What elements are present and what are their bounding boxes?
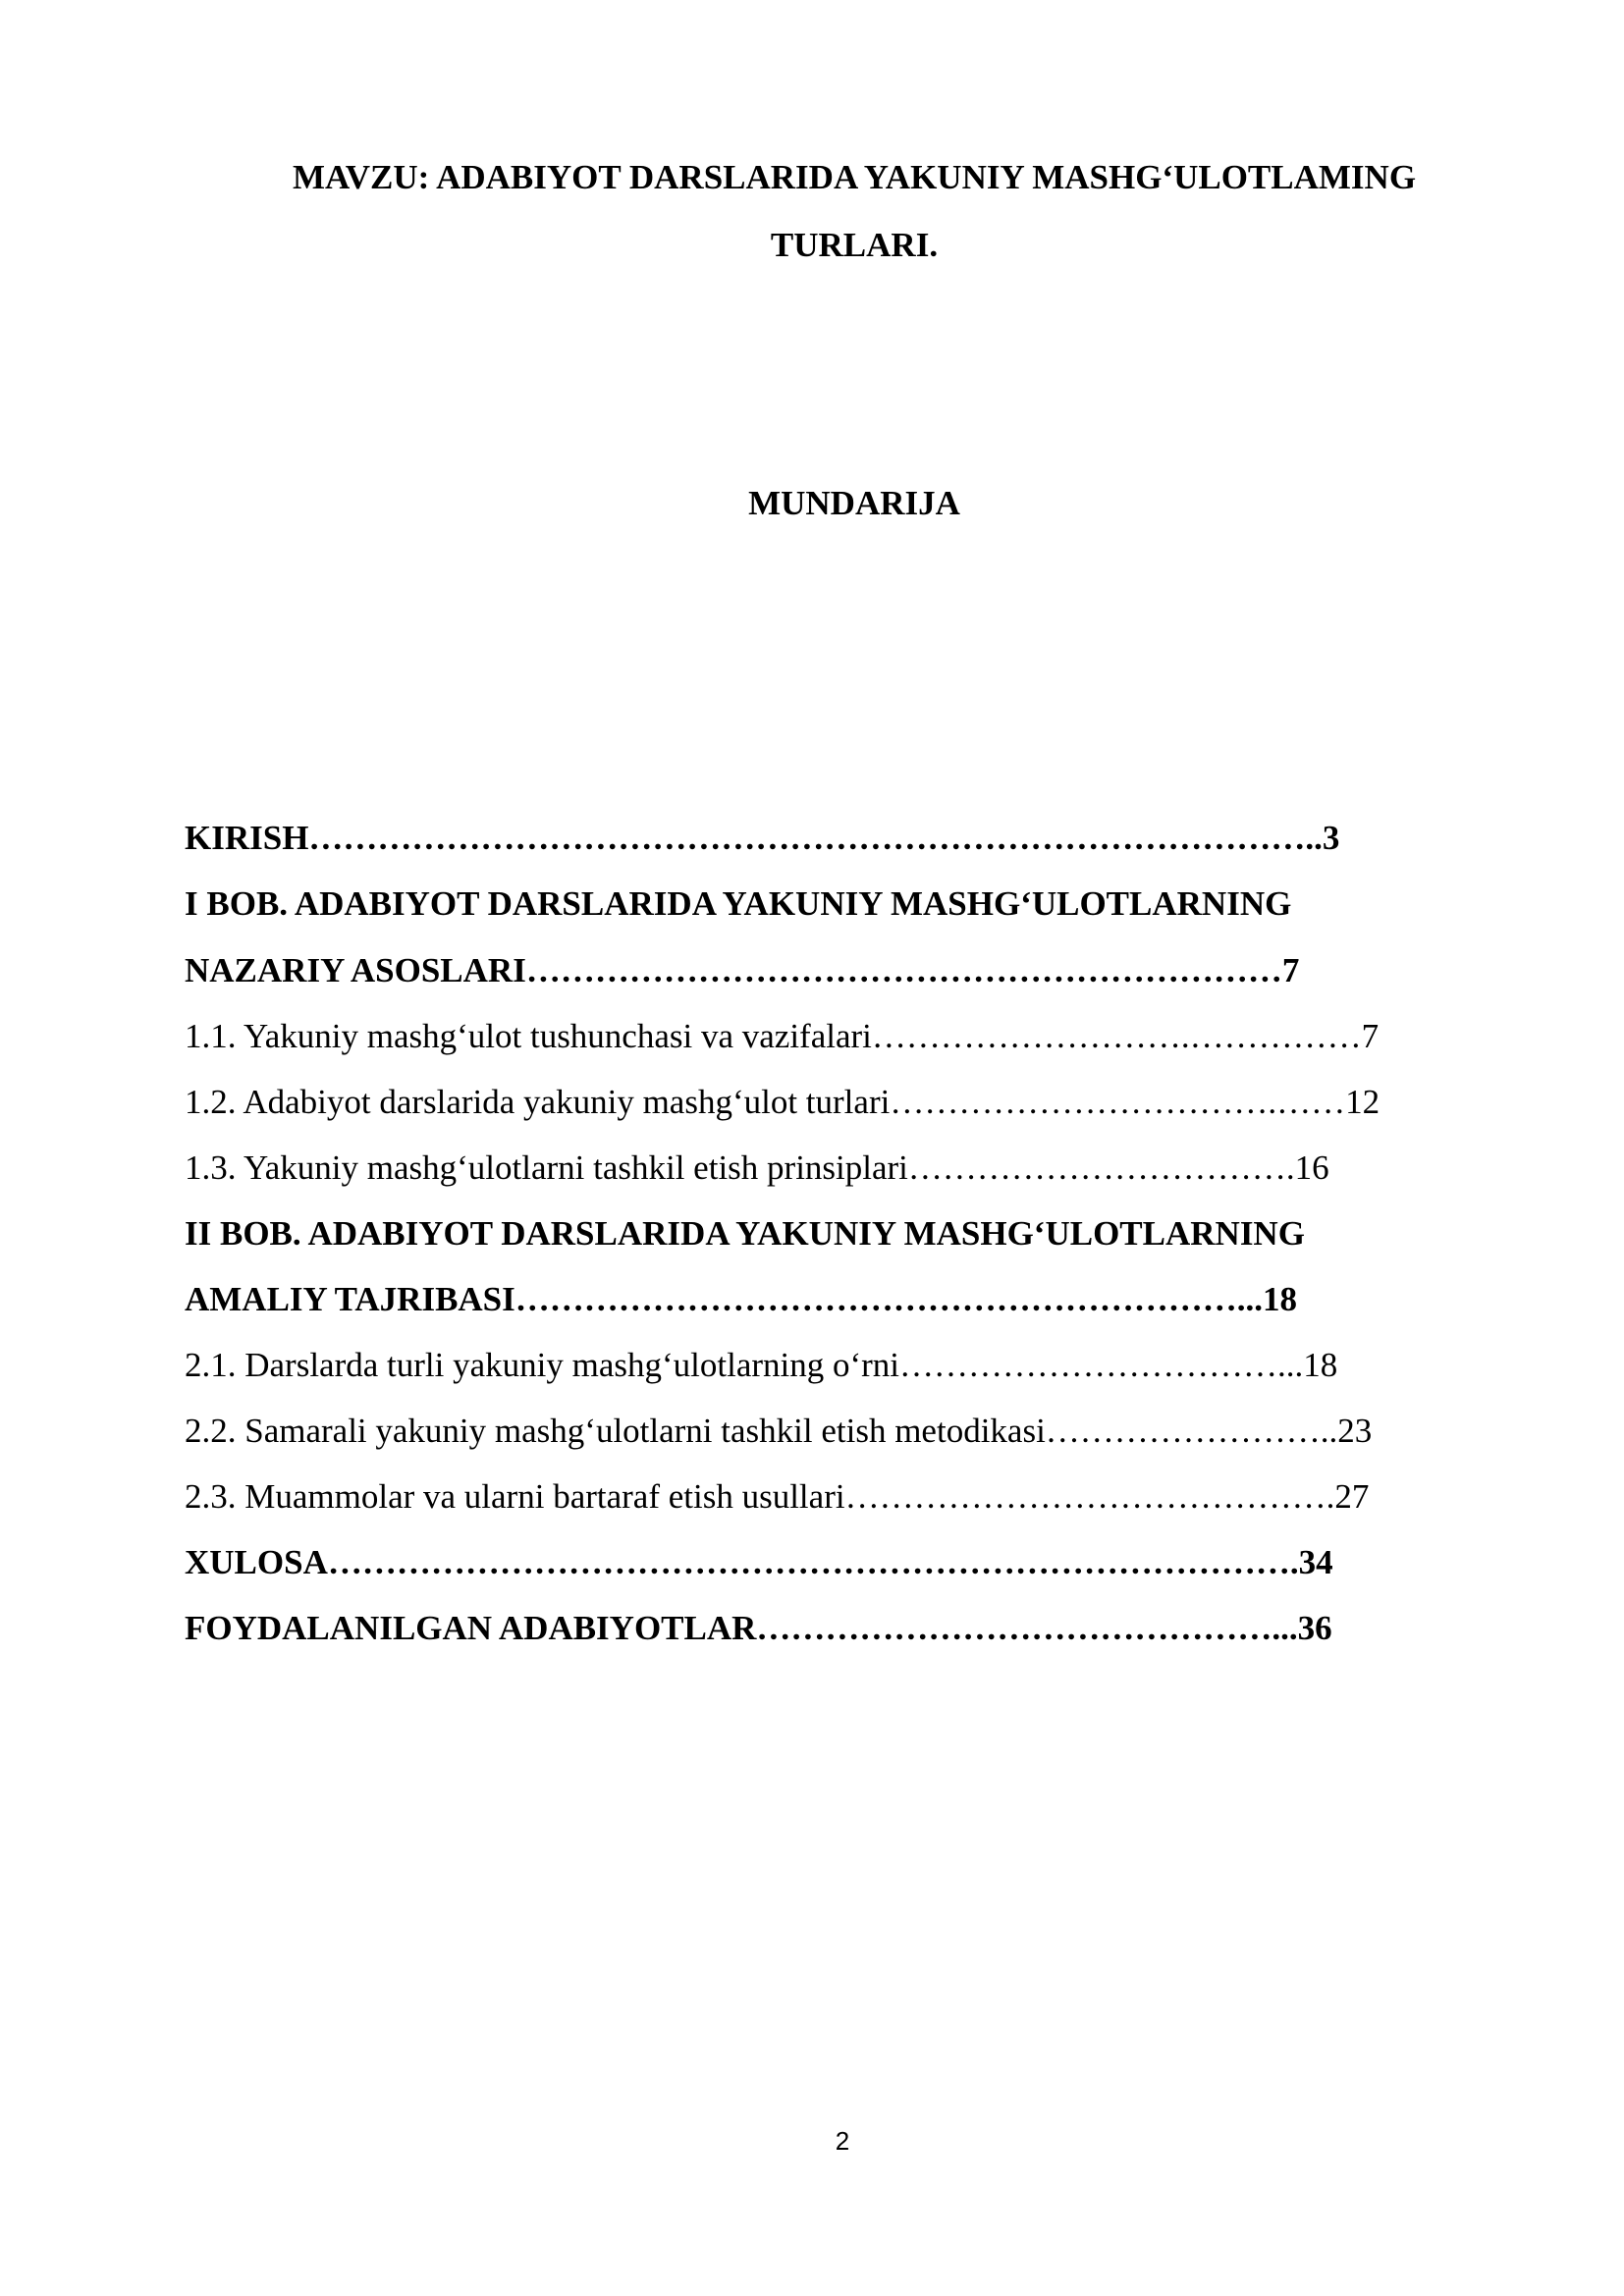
toc-entry-chapter-2-cont: AMALIY TAJRIBASI………………………………………………………...18 — [185, 1280, 1298, 1318]
toc-heading: MUNDARIJA — [748, 484, 960, 522]
topic-title-line-1: MAVZU: ADABIYOT DARSLARIDA YAKUNIY MASHG‘ULOTLAMING — [292, 158, 1417, 196]
toc-entry-1-1: 1.1. Yakuniy mashg‘ulot tushunchasi va vazifalari……………………….……………7 — [185, 1017, 1380, 1055]
toc-entry-1-2: 1.2. Adabiyot darslarida yakuniy mashg‘ulot turlari…………………………….……12 — [185, 1083, 1380, 1121]
page-number: 2 — [835, 2126, 850, 2156]
toc-entry-2-2: 2.2. Samarali yakuniy mashg‘ulotlarni tashkil etish metodikasi……………………..23 — [185, 1412, 1373, 1450]
toc-entry-xulosa: XULOSA………………………………………………………………………….34 — [185, 1543, 1333, 1581]
toc-entry-chapter-2: II BOB. ADABIYOT DARSLARIDA YAKUNIY MASHG‘ULOTLARNING — [185, 1214, 1305, 1253]
topic-title-line-2: TURLARI. — [770, 226, 939, 264]
toc-entry-2-1: 2.1. Darslarda turli yakuniy mashg‘ulotlarning o‘rni……………………………...18 — [185, 1346, 1338, 1384]
toc-entry-chapter-1-cont: NAZARIY ASOSLARI…………………………………………………………7 — [185, 951, 1300, 989]
toc-entry-1-3: 1.3. Yakuniy mashg‘ulotlarni tashkil etish prinsiplari…………………………….16 — [185, 1148, 1329, 1187]
toc-entry-chapter-1: I BOB. ADABIYOT DARSLARIDA YAKUNIY MASHG‘ULOTLARNING — [185, 884, 1292, 923]
toc-entry-references: FOYDALANILGAN ADABIYOTLAR………………………………………...36 — [185, 1609, 1332, 1647]
toc-entry-kirish: KIRISH……………………………………………………………………………..3 — [185, 819, 1340, 857]
toc-entry-2-3: 2.3. Muammolar va ularni bartaraf etish usullari…………………………………….27 — [185, 1477, 1370, 1516]
